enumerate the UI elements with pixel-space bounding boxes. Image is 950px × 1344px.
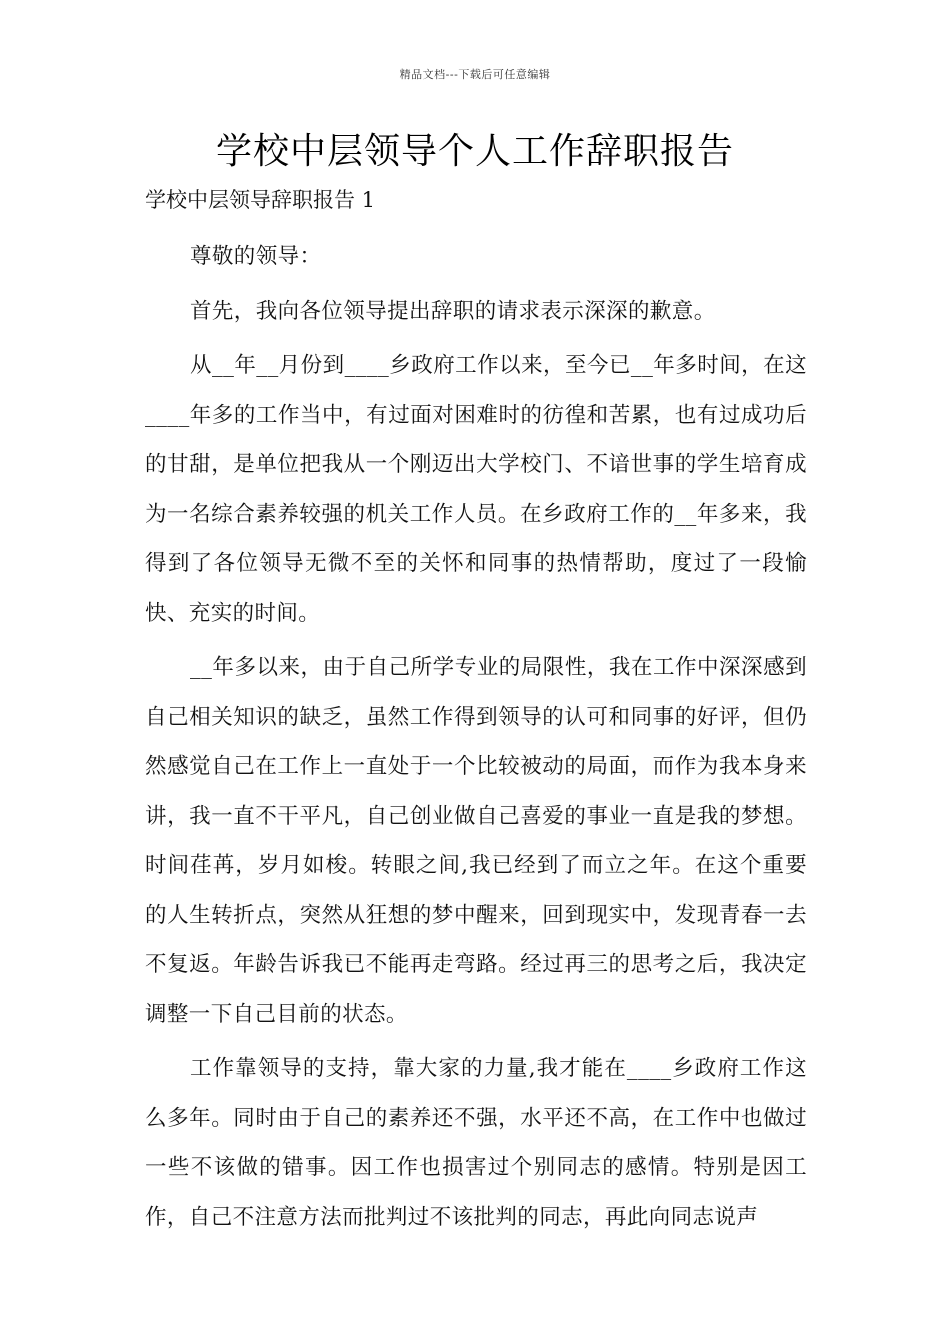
document-title: 学校中层领导个人工作辞职报告	[215, 131, 734, 172]
header-note: 精品文档---下载后可任意编辑	[399, 68, 551, 81]
paragraph-apology: 首先，我向各位领导提出辞职的请求表示深深的歉意。	[190, 298, 716, 324]
paragraph-reason: __年多以来，由于自己所学专业的局限性，我在工作中深深感到自己相关知识的缺乏，虽然工作得到领导的认可和同事的好评，但仍然感觉自己在工作上一直处于一个比较被动的局面，而作为我本身来讲，我一直不干平凡，自己创业做自己喜爱的事业一直是我的梦想。时间荏苒，岁月如梭。转眼之间,我已经到了而立之年。在这个重要的人生转折点，突然从狂想的梦中醒来，回到现实中，发现青春一去不复返。年龄告诉我已不能再走弯路。经过再三的思考之后，我决定调整一下自己目前的状态。	[145, 655, 807, 1027]
paragraph-history: 从__年__月份到____乡政府工作以来，至今已__年多时间，在这____年多的工作当中，有过面对困难时的彷徨和苦累，也有过成功后的甘甜，是单位把我从一个刚迈出大学校门、不谙世事的学生培育成为一名综合素养较强的机关工作人员。在乡政府工作的__年多来，我得到了各位领导无微不至的关怀和同事的热情帮助，度过了一段愉快、充实的时间。	[145, 353, 807, 626]
paragraph-thanks: 工作靠领导的支持，靠大家的力量,我才能在____乡政府工作这么多年。同时由于自己的素养还不强，水平还不高，在工作中也做过一些不该做的错事。因工作也损害过个别同志的感情。特别是因工作，自己不注意方法而批判过不该批判的同志，再此向同志说声	[145, 1056, 807, 1230]
section-subtitle: 学校中层领导辞职报告 1	[145, 188, 376, 212]
salutation: 尊敬的领导：	[190, 244, 322, 269]
document-body	[145, 232, 807, 1247]
